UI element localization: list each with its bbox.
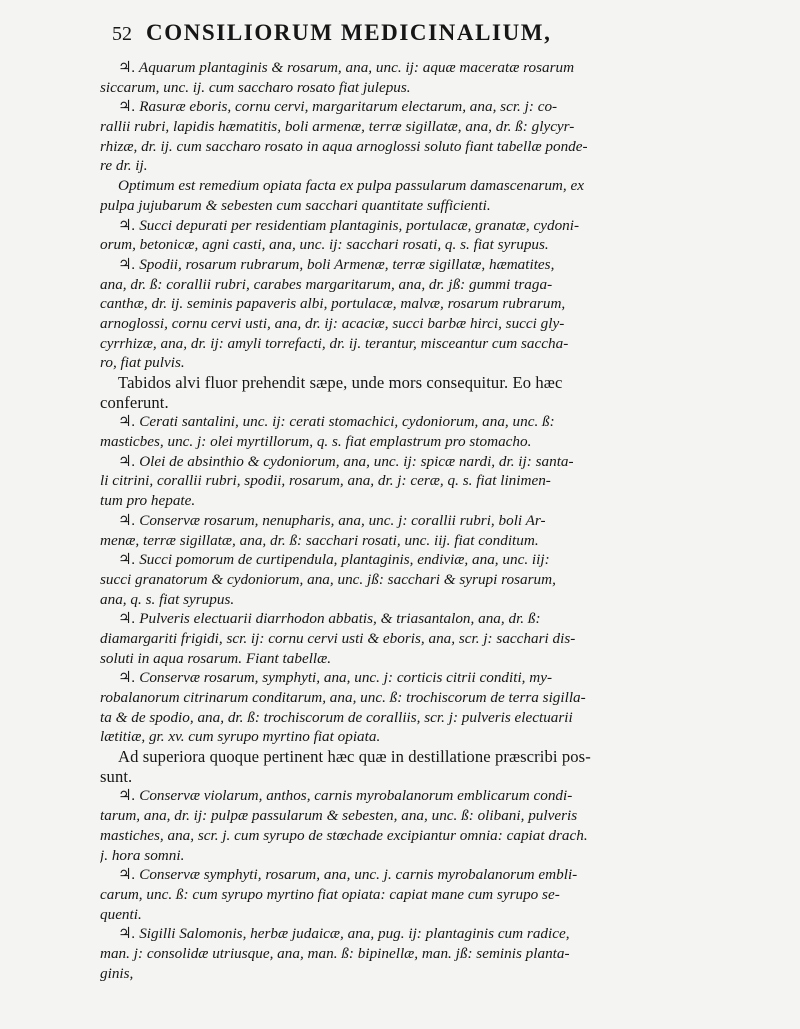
text-line: ana, dr. ß: corallii rubri, carabes margaritarum, ana, dr. jß: gummi traga-	[100, 275, 553, 293]
prescription-paragraph	[100, 924, 710, 983]
text-line: ♃. Olei de absinthio & cydoniorum, ana, unc. ij: spicæ nardi, dr. ij: santa-	[118, 452, 574, 470]
text-line: mastiches, ana, scr. j. cum syrupo de stœchade excipiantur omnia: capiat drach.	[100, 826, 588, 844]
text-line: Optimum est remedium opiata facta ex pulpa passularum damascenarum, ex	[118, 177, 584, 195]
prescription-paragraph	[100, 609, 710, 668]
text-line: ♃. Rasuræ eboris, cornu cervi, margaritarum electarum, ana, scr. j: co-	[118, 98, 558, 116]
text-line: sunt.	[100, 766, 133, 786]
prescription-paragraph	[100, 412, 710, 451]
text-line: diamargariti frigidi, scr. ij: cornu cervi usti & eboris, ana, scr. j: sacchari dis-	[100, 629, 576, 647]
text-line: j. hora somni.	[100, 846, 185, 864]
prescription-paragraph	[100, 550, 710, 609]
page-number: 52	[112, 23, 132, 45]
text-line: ♃. Cerati santalini, unc. ij: cerati stomachici, cydoniorum, ana, unc. ß:	[118, 413, 555, 431]
text-line: ro, fiat pulvis.	[100, 354, 185, 372]
text-line: succi granatorum & cydoniorum, ana, unc. jß: sacchari & syrupi rosarum,	[100, 570, 556, 588]
prescription-paragraph	[100, 865, 710, 924]
text-line: ta & de spodio, ana, dr. ß: trochiscorum de coralliis, scr. j: pulveris electuarii	[100, 708, 573, 726]
text-line: rhizæ, dr. ij. cum saccharo rosato in aqua arnoglossi soluto fiant tabellæ ponde-	[100, 137, 588, 155]
text-line: tarum, ana, dr. ij: pulpæ passularum & sebesten, ana, unc. ß: olibani, pulveris	[100, 807, 578, 825]
text-line: menæ, terræ sigillatæ, ana, dr. ß: sacchari rosati, unc. iij. fiat conditum.	[100, 531, 539, 549]
text-line: orum, betonicæ, agni casti, ana, unc. ij: sacchari rosati, q. s. fiat syrupus.	[100, 236, 549, 254]
text-line: pulpa jujubarum & sebesten cum sacchari quantitate sufficienti.	[100, 196, 491, 214]
text-line: canthæ, dr. ij. seminis papaveris albi, portulacæ, malvæ, rosarum rubrarum,	[100, 295, 566, 313]
page-header	[112, 20, 672, 54]
text-line: rallii rubri, lapidis hæmatitis, boli armenæ, terræ sigillatæ, ana, dr. ß: glycyr-	[100, 118, 575, 136]
text-line: man. j: consolidæ utriusque, ana, man. ß: bipinellæ, man. jß: seminis planta-	[100, 944, 570, 962]
text-line: ♃. Conservæ symphyti, rosarum, ana, unc. j. carnis myrobalanorum embli-	[118, 866, 578, 884]
text-line: arnoglossi, cornu cervi usti, ana, dr. ij: acaciæ, succi barbæ hirci, succi gly-	[100, 314, 565, 332]
text-line: ♃. Pulveris electuarii diarrhodon abbatis, & triasantalon, ana, dr. ß:	[118, 610, 541, 628]
prescription-paragraph	[100, 255, 710, 373]
text-line: ♃. Spodii, rosarum rubrarum, boli Armenæ, terræ sigillatæ, hæmatites,	[118, 255, 555, 273]
text-line: Ad superiora quoque pertinent hæc quæ in destillatione præscribi pos-	[118, 747, 591, 767]
text-line: conferunt.	[100, 392, 169, 412]
text-line: cyrrhizæ, ana, dr. ij: amyli torrefacti, dr. ij. terantur, misceantur cum saccha-	[100, 334, 569, 352]
text-line: ♃. Conservæ rosarum, nenupharis, ana, unc. j: corallii rubri, boli Ar-	[118, 511, 546, 529]
text-line: li citrini, corallii rubri, spodii, rosarum, ana, dr. j: ceræ, q. s. fiat linimen-	[100, 472, 551, 490]
text-line: ana, q. s. fiat syrupus.	[100, 590, 235, 608]
text-line: robalanorum citrinarum conditarum, ana, unc. ß: trochiscorum de terra sigilla-	[100, 689, 586, 706]
prescription-paragraph	[100, 452, 710, 511]
prescription-paragraph	[100, 97, 710, 176]
roman-paragraph	[100, 373, 710, 412]
text-line: ♃. Conservæ violarum, anthos, carnis myrobalanorum emblicarum condi-	[118, 787, 573, 805]
text-line: quenti.	[100, 905, 142, 923]
text-line: masticbes, unc. j: olei myrtillorum, q. s. fiat emplastrum pro stomacho.	[100, 433, 532, 451]
prescription-paragraph	[100, 58, 710, 97]
prescription-paragraph	[100, 176, 710, 215]
prescription-paragraph	[100, 668, 710, 747]
running-title: CONSILIORUM MEDICINALIUM,	[146, 20, 552, 45]
text-line: ♃. Succi pomorum de curtipendula, plantaginis, endiviæ, ana, unc. iij:	[118, 551, 550, 569]
text-line: carum, unc. ß: cum syrupo myrtino fiat opiata: capiat mane cum syrupo se-	[100, 885, 560, 903]
text-line: tum pro hepate.	[100, 492, 196, 510]
text-line: ♃. Succi depurati per residentiam plantaginis, portulacæ, granatæ, cydoni-	[118, 216, 580, 234]
text-line: ♃. Aquarum plantaginis & rosarum, ana, unc. ij: aquæ maceratæ rosarum	[118, 59, 575, 76]
text-line: soluti in aqua rosarum. Fiant tabellæ.	[100, 649, 332, 667]
text-line: ginis,	[100, 964, 134, 982]
text-line: Tabidos alvi fluor prehendit sæpe, unde mors consequitur. Eo hæc	[118, 373, 563, 392]
text-line: siccarum, unc. ij. cum saccharo rosato fiat julepus.	[100, 78, 411, 96]
prescription-paragraph	[100, 511, 710, 550]
roman-paragraph	[100, 747, 710, 786]
text-line: re dr. ij.	[100, 157, 148, 175]
prescription-paragraph	[100, 786, 710, 865]
prescription-paragraph	[100, 216, 710, 255]
text-line: lætitiæ, gr. xv. cum syrupo myrtino fiat opiata.	[100, 728, 381, 746]
text-line: ♃. Conservæ rosarum, symphyti, ana, unc. j: corticis citrii conditi, my-	[118, 669, 553, 687]
page-body	[100, 58, 710, 983]
text-line: ♃. Sigilli Salomonis, herbæ judaicæ, ana, pug. ij: plantaginis cum radice,	[118, 925, 570, 943]
